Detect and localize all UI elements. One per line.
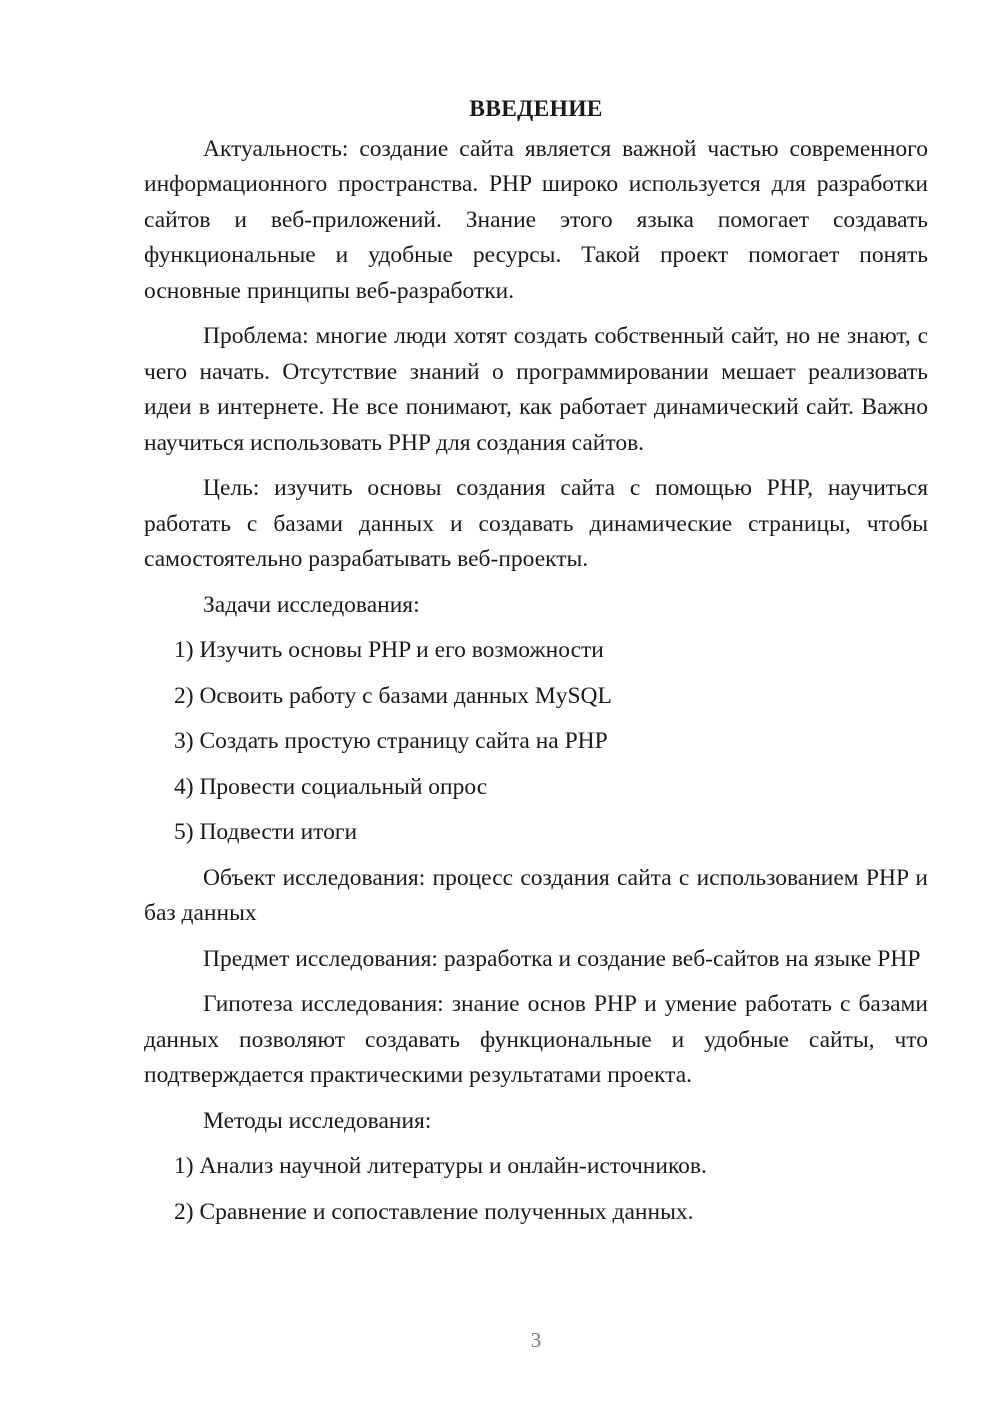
task-item: 5) Подвести итоги — [174, 819, 358, 845]
page-number: 3 — [530, 1328, 542, 1352]
page-content — [144, 92, 928, 1240]
goal-paragraph: Цель: изучить основы создания сайта с помощью PHP, научиться работать с базами данных и создавать динамические страницы, чтобы самостоятельно разрабатывать веб-проекты. — [144, 475, 928, 572]
task-item: 2) Освоить работу с базами данных MySQL — [174, 682, 612, 709]
task-item: 4) Провести социальный опрос — [174, 773, 488, 800]
page-heading: ВВЕДЕНИЕ — [469, 96, 603, 122]
task-item: 1) Изучить основы PHP и его возможности — [174, 637, 604, 663]
hypothesis-paragraph: Гипотеза исследования: знание основ PHP и умение работать с базами данных позволяют создавать функциональные и удобные сайты, что подтверждается практическими результатами проекта. — [144, 991, 928, 1088]
tasks-title: Задачи исследования: — [203, 591, 420, 618]
relevance-paragraph: Актуальность: создание сайта является важной частью современного информационного пространства. PHP широко используется для разработки сайтов и веб-приложений. Знание этого языка помогает создавать функциональные и удобные ресурсы. Такой проект помогает понять основные принципы веб-разработки. — [144, 135, 928, 304]
tasks-list — [144, 633, 928, 851]
object-paragraph: Объект исследования: процесс создания сайта с использованием PHP и баз данных — [144, 864, 928, 926]
method-item: 1) Анализ научной литературы и онлайн-источников. — [174, 1153, 707, 1179]
methods-title: Методы исследования: — [203, 1107, 432, 1134]
problem-paragraph: Проблема: многие люди хотят создать собственный сайт, но не знают, с чего начать. Отсутствие знаний о программировании мешает реализовать идеи в интернете. Не все понимают, как работает динамический сайт. Важно научиться использовать PHP для создания сайтов. — [144, 323, 928, 456]
subject-paragraph: Предмет исследования: разработка и создание веб-сайтов на языке PHP — [203, 945, 921, 972]
methods-list — [144, 1149, 928, 1230]
task-item: 3) Создать простую страницу сайта на PHP — [174, 728, 608, 754]
method-item: 2) Сравнение и сопоставление полученных данных. — [174, 1198, 694, 1225]
